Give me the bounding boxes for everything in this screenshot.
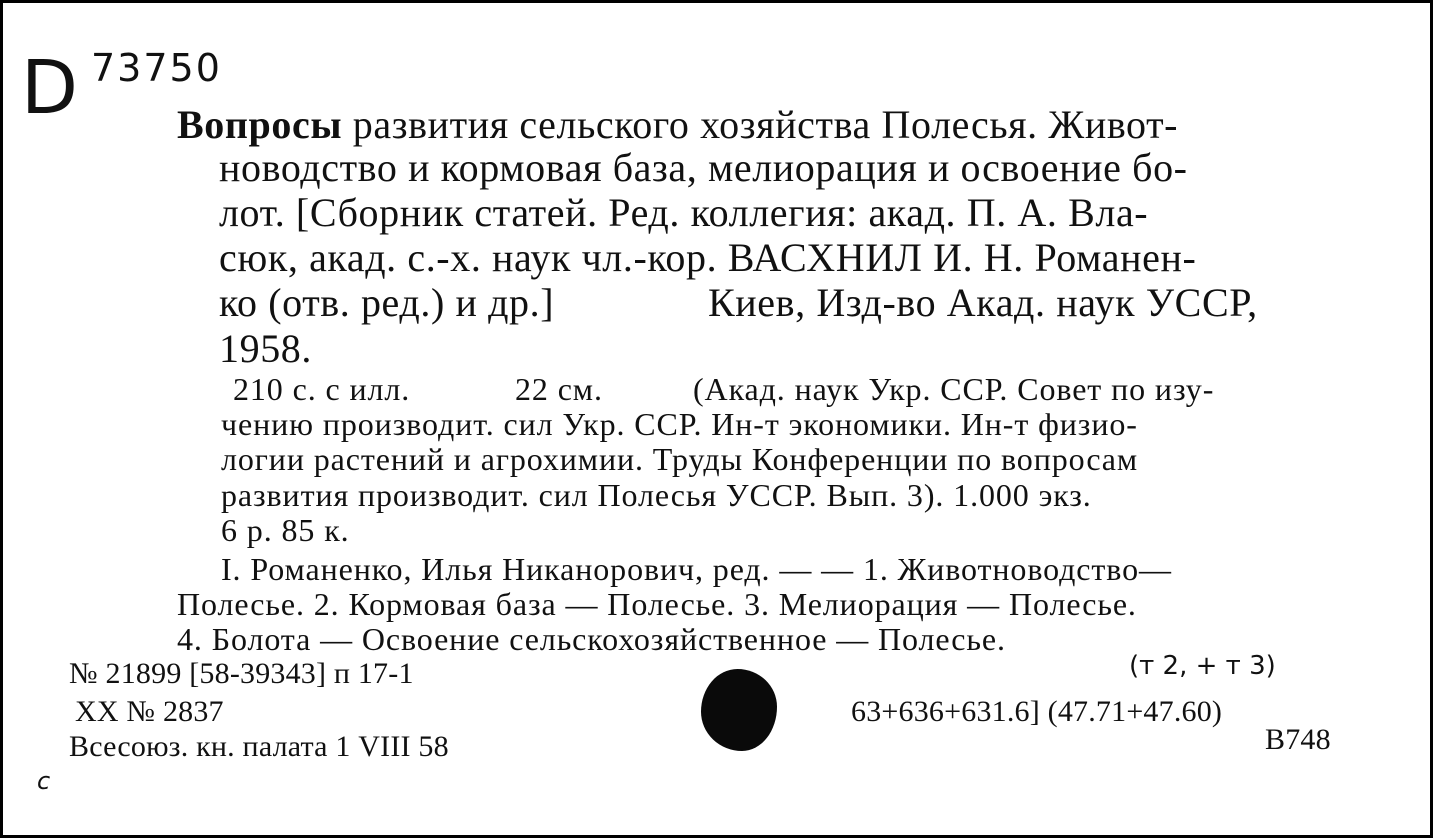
series-line-3: логии растений и агрохимии. Труды Конференции по вопросам [221,441,1139,477]
series-line-1: (Акад. наук Укр. ССР. Совет по изу- [693,371,1215,407]
title-line-2: новодство и кормовая база, мелиорация и освоение бо- [219,145,1188,190]
ink-blot-mark [701,669,777,751]
corner-mark: с [37,767,51,795]
imprint: Киев, Изд-во Акад. наук УССР, [708,280,1258,325]
accession-number-handwritten: 73750 [91,46,222,90]
tracing-line-2: Полесье. 2. Кормовая база — Полесье. 3. Мелиорация — Полесье. [177,586,1137,622]
book-chamber-line: Всесоюз. кн. палата 1 VIII 58 [69,730,449,763]
series-line-2: чению производит. сил Укр. ССР. Ин-т экономики. Ин-т физио- [221,406,1138,442]
size: 22 см. [515,371,603,407]
xx-number-line: XX № 2837 [75,695,224,728]
title-line-4: сюк, акад. с.-х. наук чл.-кор. ВАСХНИЛ И. Н. Романен- [219,235,1197,280]
title-line-3: лот. [Сборник статей. Ред. коллегия: акад. П. А. Вла- [219,190,1149,235]
card-code: В748 [1265,723,1331,756]
tracing-line-3: 4. Болота — Освоение сельскохозяйственное — Полесье. [177,621,1006,657]
classification-index: 63+636+631.6] (47.71+47.60) [851,695,1223,728]
call-number-letter: D [21,45,78,131]
title-line-1 [177,102,1179,147]
title-text: развития сельского хозяйства Полесья. Живот- [352,102,1179,147]
publication-year: 1958. [219,326,312,371]
title-head: Вопросы [177,102,343,147]
handwritten-note: (т 2, + т 3) [1129,651,1276,681]
tracing-line-1: I. Романенко, Илья Никанорович, ред. — — 1. Животноводство— [221,551,1172,587]
card-number-line: № 21899 [58-39343] п 17-1 [69,657,414,690]
title-line-5: ко (отв. ред.) и др.] [219,280,555,325]
price: 6 р. 85 к. [221,512,350,548]
collation: 210 с. с илл. [233,371,411,407]
series-line-4: развития производит. сил Полесья УССР. Вып. 3). 1.000 экз. [221,477,1092,513]
